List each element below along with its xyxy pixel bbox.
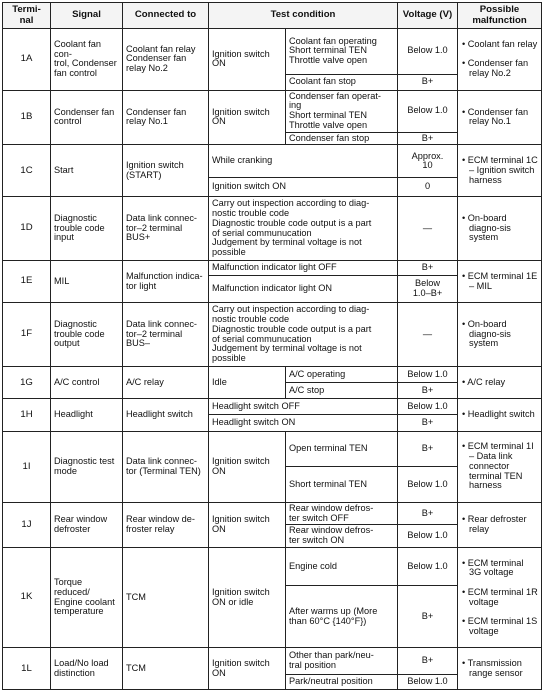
signal-cell: Condenser fan control [51,90,123,145]
condition-sub-cell: Coolant fan stop [286,74,398,90]
malfunction-item: • Coolant fan relay [461,40,538,50]
signal-cell: A/C control [51,367,123,399]
voltage-cell: Below 1.0 [398,525,458,548]
voltage-cell: B+ [398,415,458,431]
header-connected-to: Connected to [123,3,209,29]
voltage-cell: B+ [398,586,458,648]
voltage-cell: Below 1.0–B+ [398,276,458,303]
table-row [3,261,542,276]
header-row [3,3,542,29]
malfunction-item: • A/C relay [461,378,538,388]
terminal-cell: 1H [3,399,51,431]
terminal-cell: 1K [3,547,51,648]
malfunction-cell [458,261,542,303]
condition-sub-cell: Open terminal TEN [286,431,398,467]
voltage-cell: Below 1.0 [398,90,458,132]
malfunction-item: • ECM terminal 1I – Data link connector terminal TEN harness [461,442,538,491]
connected-to-cell: Data link connec- tor–2 terminal BUS– [123,303,209,367]
signal-cell: MIL [51,261,123,303]
connected-to-cell: Data link connec- tor–2 terminal BUS+ [123,197,209,261]
condition-sub-cell: Condenser fan stop [286,132,398,145]
connected-to-cell: Headlight switch [123,399,209,431]
signal-cell: Start [51,145,123,197]
malfunction-item: • Headlight switch [461,410,538,420]
header-voltage: Voltage (V) [398,3,458,29]
malfunction-item: • ECM terminal 3G voltage [461,559,538,579]
condition-main-cell: Ignition switch ON [209,502,286,547]
terminal-cell: 1J [3,502,51,547]
condition-sub-cell: A/C stop [286,383,398,399]
connected-to-cell: Condenser fan relay No.1 [123,90,209,145]
voltage-cell: B+ [398,383,458,399]
condition-cell: Malfunction indicator light OFF [209,261,398,276]
condition-cell: Ignition switch ON [209,178,398,197]
condition-main-cell: Idle [209,367,286,399]
malfunction-item: • On-board diagno-sis system [461,214,538,243]
terminal-cell: 1L [3,648,51,690]
table-row [3,145,542,178]
condition-sub-cell: Condenser fan operat- ing Short terminal TEN Throttle valve open [286,90,398,132]
malfunction-item: • On-board diagno-sis system [461,320,538,349]
signal-cell: Diagnostic test mode [51,431,123,502]
table-row [3,90,542,132]
malfunction-cell [458,90,542,145]
condition-sub-cell: Other than park/neu- tral position [286,648,398,675]
signal-cell: Torque reduced/ Engine coolant temperature [51,547,123,648]
terminal-cell: 1C [3,145,51,197]
malfunction-cell [458,399,542,431]
condition-sub-cell: Engine cold [286,547,398,586]
voltage-cell: B+ [398,132,458,145]
malfunction-cell [458,197,542,261]
malfunction-cell [458,303,542,367]
table-row [3,197,542,261]
connected-to-cell: TCM [123,648,209,690]
header-test-condition: Test condition [209,3,398,29]
malfunction-cell [458,431,542,502]
malfunction-item: • ECM terminal 1S voltage [461,617,538,637]
condition-main-cell: Ignition switch ON [209,29,286,91]
signal-cell: Diagnostic trouble code input [51,197,123,261]
malfunction-cell [458,29,542,91]
voltage-cell: Below 1.0 [398,547,458,586]
table-row [3,29,542,75]
header-malfunction: Possible malfunction [458,3,542,29]
malfunction-item: • ECM terminal 1C – Ignition switch harness [461,156,538,185]
connected-to-cell: Malfunction indica- tor light [123,261,209,303]
voltage-cell: 0 [398,178,458,197]
table-row [3,399,542,415]
condition-sub-cell: Rear window defros- ter switch OFF [286,502,398,525]
connected-to-cell: TCM [123,547,209,648]
terminal-cell: 1A [3,29,51,91]
malfunction-item: • Condenser fan relay No.2 [461,59,538,79]
connected-to-cell: Ignition switch (START) [123,145,209,197]
condition-cell: Carry out inspection according to diag- nostic trouble code Diagnostic trouble code output is a part of serial communucation Judgement by terminal voltage is not possible [209,197,398,261]
malfunction-item: • Condenser fan relay No.1 [461,108,538,128]
condition-sub-cell: Park/neutral position [286,674,398,689]
voltage-cell: — [398,197,458,261]
malfunction-item: • Transmission range sensor [461,659,538,679]
terminal-cell: 1B [3,90,51,145]
signal-cell: Headlight [51,399,123,431]
signal-cell: Rear window defroster [51,502,123,547]
condition-sub-cell: A/C operating [286,367,398,383]
table-row [3,547,542,586]
condition-main-cell: Ignition switch ON [209,431,286,502]
voltage-cell: B+ [398,261,458,276]
condition-main-cell: Ignition switch ON [209,90,286,145]
signal-cell: Diagnostic trouble code output [51,303,123,367]
signal-cell: Load/No load distinction [51,648,123,690]
voltage-cell: B+ [398,502,458,525]
connected-to-cell: A/C relay [123,367,209,399]
table-row [3,648,542,675]
condition-cell: Headlight switch ON [209,415,398,431]
malfunction-item: • Rear defroster relay [461,515,538,535]
table-row [3,303,542,367]
malfunction-item: • ECM terminal 1R voltage [461,588,538,608]
condition-sub-cell: Short terminal TEN [286,467,398,503]
voltage-cell: B+ [398,431,458,467]
malfunction-cell [458,145,542,197]
terminal-cell: 1D [3,197,51,261]
condition-main-cell: Ignition switch ON or idle [209,547,286,648]
voltage-cell: B+ [398,74,458,90]
malfunction-cell [458,648,542,690]
condition-cell: Malfunction indicator light ON [209,276,398,303]
voltage-cell: Approx. 10 [398,145,458,178]
terminal-cell: 1F [3,303,51,367]
terminal-cell: 1I [3,431,51,502]
terminal-cell: 1E [3,261,51,303]
malfunction-cell [458,547,542,648]
malfunction-item: • ECM terminal 1E – MIL [461,272,538,292]
voltage-cell: Below 1.0 [398,399,458,415]
condition-sub-cell: After warms up (More than 60°C {140°F}) [286,586,398,648]
condition-sub-cell: Rear window defros- ter switch ON [286,525,398,548]
signal-cell: Coolant fan con- trol, Condenser fan control [51,29,123,91]
voltage-cell: Below 1.0 [398,674,458,689]
condition-main-cell: Ignition switch ON [209,648,286,690]
voltage-cell: — [398,303,458,367]
terminal-voltage-table [2,2,542,690]
table-row [3,502,542,525]
condition-cell: Headlight switch OFF [209,399,398,415]
malfunction-cell [458,367,542,399]
header-terminal: Termi- nal [3,3,51,29]
condition-cell: While cranking [209,145,398,178]
connected-to-cell: Data link connec- tor (Terminal TEN) [123,431,209,502]
table-row [3,431,542,467]
voltage-cell: Below 1.0 [398,467,458,503]
voltage-cell: Below 1.0 [398,29,458,75]
header-signal: Signal [51,3,123,29]
condition-cell: Carry out inspection according to diag- nostic trouble code Diagnostic trouble code output is a part of serial communucation Judgement by terminal voltage is not possible [209,303,398,367]
voltage-cell: B+ [398,648,458,675]
connected-to-cell: Rear window de- froster relay [123,502,209,547]
table-row [3,367,542,383]
terminal-cell: 1G [3,367,51,399]
voltage-cell: Below 1.0 [398,367,458,383]
malfunction-cell [458,502,542,547]
connected-to-cell: Coolant fan relay Condenser fan relay No.2 [123,29,209,91]
condition-sub-cell: Coolant fan operating Short terminal TEN Throttle valve open [286,29,398,75]
